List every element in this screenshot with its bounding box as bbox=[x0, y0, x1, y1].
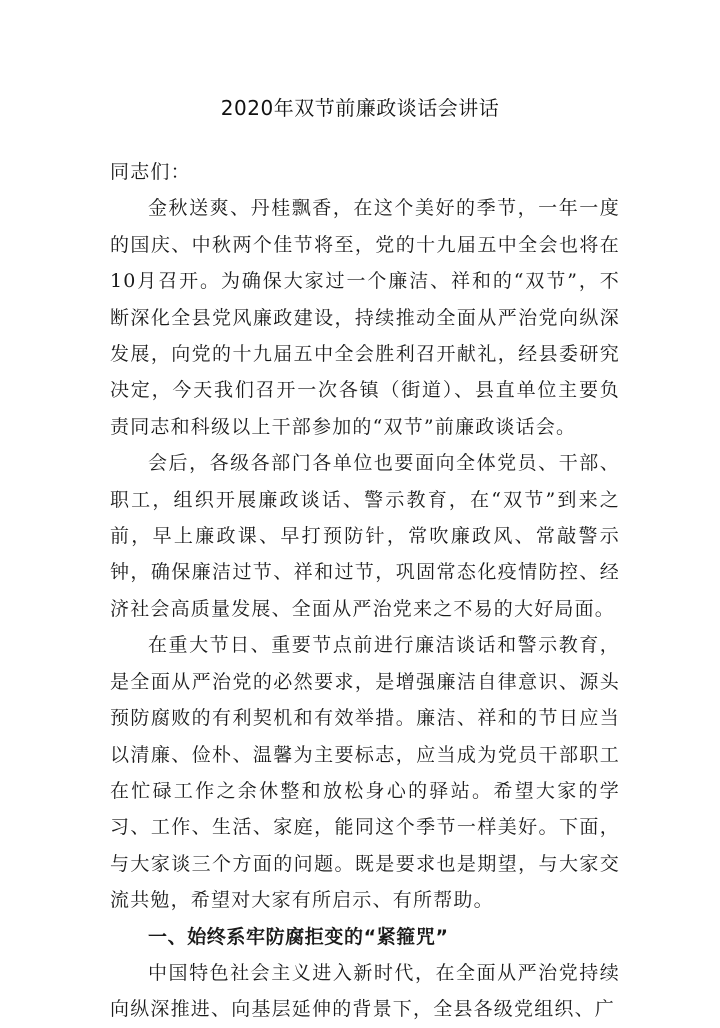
document-title: 2020年双节前廉政谈话会讲话 bbox=[220, 96, 500, 120]
paragraph-3: 在重大节日、重要节点前进行廉洁谈话和警示教育，是全面从严治党的必然要求，是增强廉洁自律意识、源头预防腐败的有利契机和有效举措。廉洁、祥和的节日应当以清廉、俭朴、温馨为主要标志，应当成为党员干部职工在忙碌工作之余休整和放松身心的驿站。希望大家的学习、工作、生活、家庭，能同这个季节一样美好。下面，与大家谈三个方面的问题。既是要求也是期望，与大家交流共勉，希望对大家有所启示、有所帮助。 bbox=[110, 634, 620, 912]
paragraph-2: 会后，各级各部门各单位也要面向全体党员、干部、职工，组织开展廉政谈话、警示教育，在“双节”到来之前，早上廉政课、早打预防针，常吹廉政风、常敲警示钟，确保廉洁过节、祥和过节，巩固常态化疫情防控、经济社会高质量发展、全面从严治党来之不易的大好局面。 bbox=[110, 452, 620, 620]
paragraph-1: 金秋送爽、丹桂飘香，在这个美好的季节，一年一度的国庆、中秋两个佳节将至，党的十九届五中全会也将在10月召开。为确保大家过一个廉洁、祥和的“双节”，不断深化全县党风廉政建设，持续推动全面从严治党向纵深发展，向党的十九届五中全会胜利召开献礼，经县委研究决定，今天我们召开一次各镇（街道）、县直单位主要负责同志和科级以上干部参加的“双节”前廉政谈话会。 bbox=[110, 197, 620, 438]
section-paragraph: 中国特色社会主义进入新时代，在全面从严治党持续向纵深推进、向基层延伸的背景下，全县各级党组织、广 bbox=[110, 961, 620, 1021]
salutation: 同志们： bbox=[110, 161, 191, 183]
section-heading: 一、始终系牢防腐拒变的“紧箍咒” bbox=[148, 925, 449, 948]
document-body bbox=[110, 154, 620, 1028]
